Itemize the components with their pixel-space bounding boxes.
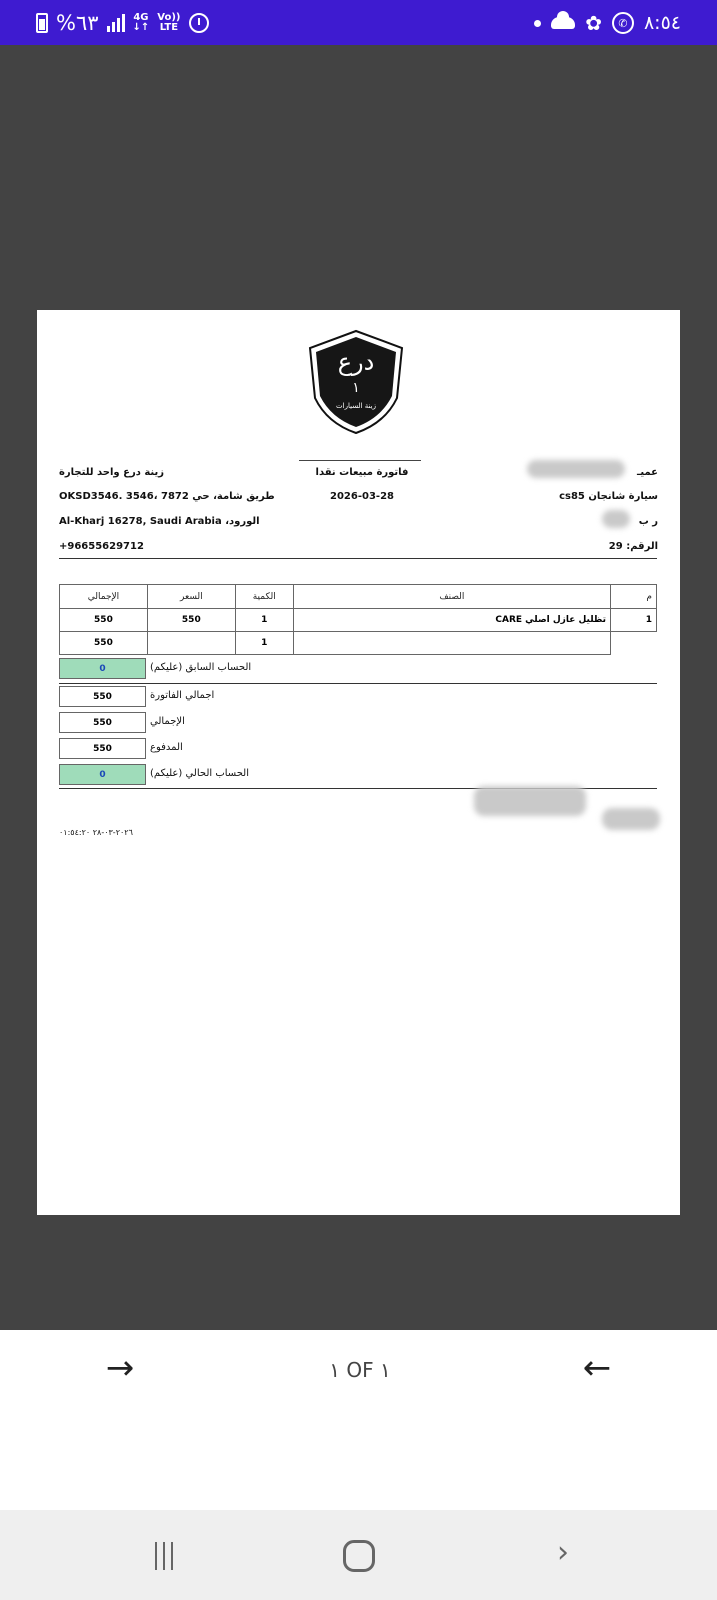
customer-name: عميـ (636, 467, 658, 478)
redacted-customer-name (527, 460, 625, 478)
summary-value-invoice-total: 550 (59, 686, 146, 707)
network-type: 4G ↓↑ (132, 12, 150, 33)
summary-label-invoice-total: اجمالي الفاتورة (150, 690, 215, 701)
table-header-row (60, 585, 657, 609)
sum-qty: 1 (235, 632, 293, 655)
page-navigation (0, 1330, 717, 1510)
row-total: 550 (60, 609, 148, 632)
summary-value-paid: 550 (59, 738, 146, 759)
sum-index-empty (611, 632, 657, 655)
table-row (60, 609, 657, 632)
items-table (59, 584, 657, 655)
invoice-date: 2026-03-28 (330, 491, 394, 502)
header-price: السعر (147, 585, 235, 609)
summary-label-paid: المدفوع (150, 742, 183, 753)
row-item: تظليل عازل اصلي CARE (293, 609, 610, 632)
header-total: الإجمالي (60, 585, 148, 609)
status-right (534, 9, 681, 37)
battery-percent: %٦٣ (56, 11, 99, 35)
seller-address-2: الورود، Al-Kharj 16278, Saudi Arabia (59, 516, 260, 527)
header-divider (59, 558, 657, 559)
pdf-viewer[interactable] (0, 45, 717, 1330)
logo-name: درع (337, 348, 375, 376)
sum-price-empty (147, 632, 235, 655)
customer-car: سيارة شانجان cs85 (559, 491, 658, 502)
customer-plate: ر ب (638, 516, 658, 527)
summary-label-total: الإجمالي (150, 716, 185, 727)
row-price: 550 (147, 609, 235, 632)
volte-indicator: Vo)) LTE (157, 12, 181, 33)
table-sum-row (60, 632, 657, 655)
footer-timestamp: ٢٠٢٦-٠٣-٢٨ ٠١:٥٤:٢٠ (59, 828, 133, 837)
alarm-icon (189, 13, 209, 33)
summary-value-total: 550 (59, 712, 146, 733)
summary-label-previous: الحساب السابق (عليكم) (150, 662, 252, 673)
sum-total: 550 (60, 632, 148, 655)
sum-item-empty (293, 632, 610, 655)
seller-name: زينة درع واحد للتجارة (59, 467, 164, 478)
summary-value-previous: 0 (59, 658, 146, 679)
summary-value-current: 0 (59, 764, 146, 785)
shield-logo-icon (305, 328, 407, 436)
logo-divider (299, 460, 421, 461)
status-left (36, 9, 209, 37)
previous-page-button[interactable]: ← (582, 1348, 612, 1388)
recents-button[interactable] (146, 1542, 182, 1570)
page-indicator: ١ OF ١ (329, 1358, 391, 1382)
header-qty: الكمية (235, 585, 293, 609)
next-page-button[interactable]: → (105, 1348, 135, 1388)
app-notification-icon: ✿ (585, 11, 602, 35)
row-index: 1 (611, 609, 657, 632)
clock: ٨:٥٤ (643, 12, 681, 34)
redacted-plate (602, 510, 630, 528)
logo-subtitle: زينة السيارات (336, 402, 376, 410)
system-navigation-bar (0, 1510, 717, 1600)
customer-number: الرقم: 29 (608, 541, 658, 552)
summary-label-current: الحساب الحالي (عليكم) (150, 768, 250, 779)
seller-address-1: طريق شامة، حي 7872 ،OKSD3546. 3546 (59, 491, 275, 502)
battery-icon (36, 13, 48, 33)
summary-divider-top (59, 683, 657, 684)
signal-icon (107, 14, 125, 32)
invoice-page (37, 310, 680, 1215)
cloud-icon (551, 17, 575, 29)
logo-number: ١ (352, 380, 360, 396)
home-button[interactable] (343, 1540, 375, 1572)
redacted-signature-2 (602, 808, 660, 830)
invoice-title: فاتورة مبيعات نقدا (315, 467, 409, 478)
whatsapp-icon: ✆ (612, 12, 634, 34)
row-qty: 1 (235, 609, 293, 632)
header-item: الصنف (293, 585, 610, 609)
header-index: م (611, 585, 657, 609)
back-button[interactable]: › (557, 1535, 569, 1570)
redacted-signature-1 (474, 786, 586, 816)
seller-phone: +96655629712 (59, 541, 144, 552)
status-bar (0, 0, 717, 45)
notification-dot-icon (534, 20, 541, 27)
